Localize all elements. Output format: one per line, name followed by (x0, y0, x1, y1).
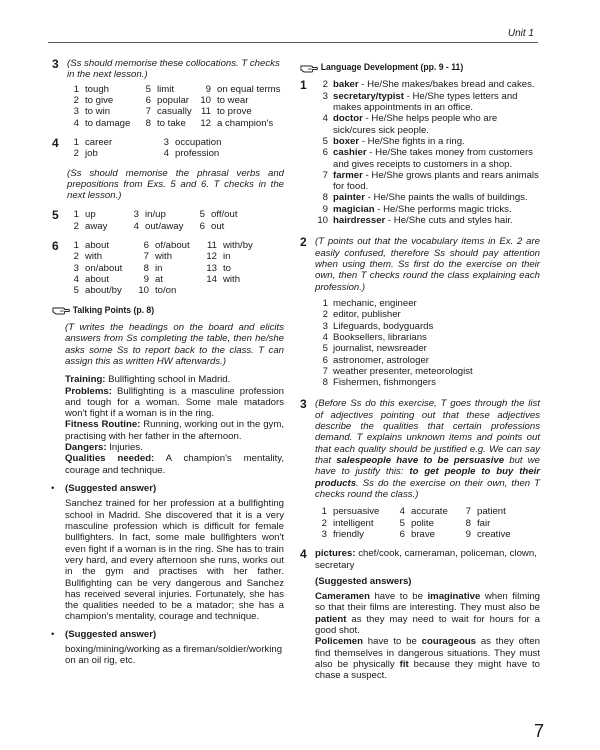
answer-item: 12 a champion's (200, 117, 274, 129)
answer-item: 11 to prove (201, 106, 252, 118)
exercise-number: 2 (300, 235, 307, 250)
exercise-note: (T points out that the vocabulary items in Ex. 2 are easily confused, therefore Ss should pay attention when using them. Ss first do the exercise on their own, then T checks round the class explaining each profession.) (315, 236, 540, 293)
exercise-note: (Ss should memorise the phrasal verbs and prepositions from Exs. 5 and 6. T checks in the next lesson.) (67, 167, 284, 202)
exercise-4-left (52, 137, 284, 202)
answer-item: 6 of/about (143, 240, 190, 252)
answer-item: 7 casually (145, 106, 192, 118)
answer-list (315, 79, 540, 226)
suggested-label: (Suggested answer) (65, 628, 157, 640)
answer-item: 7 with (143, 251, 173, 263)
answer-item: 7 farmer - He/She grows plants and rears animals for food. (322, 169, 539, 193)
exercise-note: (Ss should memorise these collocations. T checks in the next lesson.) (67, 58, 280, 81)
bullet-dot: • (51, 628, 55, 640)
exercise-note: (Before Ss do this exercise, T goes through the list of adjectives pointing out that these adjectives describe the qualities that certain professions demand. T explains unknown items and points out that each quality should be justified e.g. We can say that salespeople have to be persuasive but we have to justify this: to get people to buy their products. Ss do the exercise on their own, then T checks round the class.) (315, 398, 541, 500)
dangers-row: Dangers: Injuries. (65, 442, 143, 454)
pointing-hand-icon (52, 305, 70, 315)
answer-item: 6 cashier - He/She takes money from customers and gives receipts to customers in a shop. (322, 147, 533, 170)
section-title: Language Development (pp. 9 - 11) (320, 62, 464, 73)
answer-item: 6 out (199, 220, 225, 232)
answer-item: 12 in (206, 251, 231, 263)
suggested-paragraph-1: Cameramen have to be imaginative when filming so that their films are interesting. They must also be patient as they may need to wait for hours for a good shot. (315, 591, 540, 637)
suggested-label: (Suggested answer) (65, 483, 157, 494)
language-development-heading (300, 62, 516, 73)
suggested-label: (Suggested answers) (315, 575, 412, 587)
exercise-2-right (300, 236, 540, 388)
answer-grid (67, 209, 284, 232)
talking-points-heading (52, 305, 261, 316)
answer-item: 2 to give (73, 94, 114, 106)
answer-item: 2 editor, publisher (322, 309, 401, 321)
exercise-3-left (52, 58, 284, 129)
exercise-number: 6 (52, 239, 59, 254)
exercise-3-right (300, 398, 540, 540)
answer-item: 9 creative (465, 528, 511, 540)
answer-item: 2 intelligent (321, 517, 374, 529)
answer-grid (67, 84, 284, 129)
answer-item: 6 astronomer, astrologer (322, 354, 429, 366)
page-header (48, 28, 538, 43)
answer-item: 3 friendly (321, 528, 364, 540)
problems-row: Problems: Bullfighting is a masculine profession and tough for a woman. Some male matadors won't fight if a woman is in the ring. (65, 385, 284, 420)
answer-item: 10 hairdresser - He/She cuts and styles hair. (317, 215, 513, 227)
answer-item: 2 away (73, 220, 108, 232)
answer-item: 4 out/away (133, 220, 184, 232)
fitness-row: Fitness Routine: Running, working out in the gym, practising with her father in the afternoon. (65, 419, 285, 442)
training-row: Training: Bullfighting school in Madrid. (65, 374, 231, 386)
answer-item: 6 brave (399, 528, 435, 540)
answer-grid (315, 506, 540, 540)
answer-item: 5 off/out (199, 209, 238, 221)
answer-item: 4 doctor - He/She helps people who are sick/cures sick people. (322, 113, 498, 136)
answer-item: 1 persuasive (321, 506, 380, 518)
answer-item: 3 on/about (73, 262, 123, 274)
suggested-answer-1 (52, 483, 284, 623)
answer-item: 4 profession (163, 148, 220, 160)
page-number: 7 (533, 720, 544, 741)
answer-item: 4 accurate (399, 506, 448, 518)
pointing-hand-icon (300, 63, 318, 73)
exercise-number: 4 (300, 547, 307, 562)
exercise-number: 1 (300, 78, 307, 93)
answer-item: 7 patient (465, 506, 506, 518)
answer-item: 10 to/on (138, 285, 177, 297)
answer-item: 4 Booksellers, librarians (322, 331, 427, 343)
exercise-6-left (52, 240, 284, 297)
left-column (52, 58, 284, 667)
answer-item: 3 to win (73, 106, 111, 118)
answer-item: 3 in/up (133, 209, 166, 221)
answer-item: 5 about/by (73, 285, 122, 297)
bullet-dot: • (51, 483, 55, 494)
answer-item: 9 at (143, 274, 164, 285)
unit-label: Unit 1 (507, 28, 534, 39)
answer-item: 3 occupation (163, 136, 222, 148)
answer-item: 1 career (73, 136, 113, 148)
exercise-1-right (300, 79, 540, 226)
suggested-paragraph-2: Policemen have to be courageous as they often find themselves in dangerous situations. They must also be physically fit because they might have to chase a suspect. (315, 636, 540, 682)
answer-grid (67, 240, 284, 297)
answer-item: 14 with (206, 274, 241, 285)
exercise-number: 5 (52, 208, 59, 223)
answer-item: 5 limit (145, 83, 175, 95)
answer-item: 11 with/by (207, 240, 253, 252)
answer-item: 2 baker - He/She makes/bakes bread and cakes. (322, 79, 535, 91)
section-title: Talking Points (p. 8) (72, 304, 155, 316)
suggested-text: Sanchez trained for her profession at a bullfighting school in Madrid. She discovered that it is a very masculine profession which is difficult for female bullfighters. In fact, some male bullfighters won't even fight if a woman is in the ring. She has to train very hard, and every afternoon she runs, works out in the gym and practises with her father. Bullfighting can be very dangerous and Sanchez has received several injuries. Fortunately, she has the qualities needed to be a matador; she has a champion's mentality, courage and technique. (65, 498, 284, 623)
answer-item: 8 Fishermen, fishmongers (322, 377, 436, 389)
answer-item: 4 to damage (73, 117, 131, 129)
exercise-number: 3 (52, 57, 59, 71)
answer-item: 4 about (73, 274, 110, 285)
answer-item (205, 285, 284, 296)
answer-list (315, 298, 540, 389)
answer-item: 8 fair (465, 517, 491, 529)
answer-item: 6 popular (145, 94, 190, 106)
exercise-number: 4 (52, 135, 59, 150)
pictures-line: pictures: chef/cook, cameraman, policeman, clown, secretary (315, 548, 537, 571)
answer-item: 9 magician - He/She performs magic tricks. (322, 203, 512, 215)
right-column (300, 62, 540, 690)
talking-points-note: (T writes the headings on the board and elicits answers from Ss completing the table, then he/she asks some Ss to report back to the class. T can assign this as written HW afterwards.) (65, 321, 284, 367)
answer-grid (67, 137, 284, 160)
suggested-answer-2 (52, 629, 284, 667)
talking-points-table (52, 374, 284, 476)
answer-item: 8 painter - He/She paints the walls of buildings. (322, 192, 528, 204)
answer-item: 5 boxer - He/She fights in a ring. (322, 135, 465, 147)
answer-item: 1 mechanic, engineer (322, 297, 417, 309)
answer-item: 1 about (73, 240, 110, 252)
suggested-text: boxing/mining/working as a fireman/soldier/working on an oil rig, etc. (65, 644, 283, 667)
answer-item: 13 to (206, 262, 232, 274)
answer-item: 1 up (73, 209, 96, 221)
answer-item: 3 Lifeguards, bodyguards (322, 320, 434, 332)
answer-item: 5 journalist, newsreader (322, 343, 427, 355)
exercise-4-right (300, 548, 540, 681)
answer-item: 9 on equal terms (205, 83, 281, 95)
answer-item: 2 job (73, 148, 98, 160)
exercise-number: 3 (300, 397, 307, 412)
answer-item: 3 secretary/typist - He/She types letters and makes appointments in an office. (322, 90, 518, 113)
answer-item: 5 polite (399, 517, 434, 529)
answer-item: 8 to take (145, 117, 186, 129)
exercise-5-left (52, 209, 284, 232)
qualities-row: Qualities needed: A champion's mentality, courage and technique. (65, 453, 284, 476)
answer-item: 1 tough (73, 83, 110, 95)
answer-item: 7 weather presenter, meteorologist (322, 365, 473, 377)
answer-item: 2 with (73, 251, 103, 263)
answer-item: 10 to wear (200, 94, 249, 106)
answer-item: 8 in (143, 262, 163, 274)
